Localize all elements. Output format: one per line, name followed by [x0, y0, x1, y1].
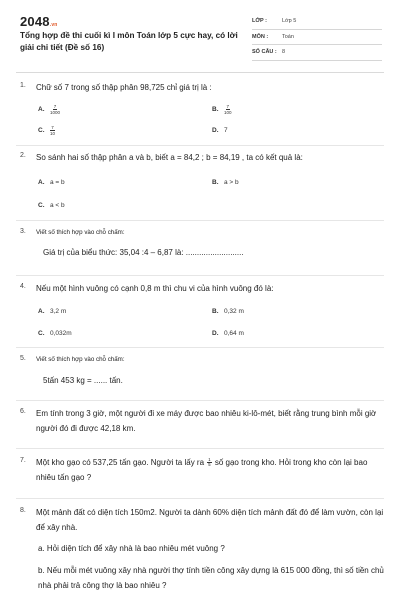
fraction-numerator: 7	[226, 104, 230, 109]
fraction-numerator: 7	[51, 125, 54, 130]
option-4c[interactable]	[38, 330, 72, 337]
option-value: 3,2 m	[50, 308, 67, 315]
question-number: 1.	[20, 82, 26, 89]
meta-label: SỐ CÂU :	[252, 49, 277, 56]
question-separator	[16, 220, 384, 221]
header-divider	[16, 72, 384, 73]
meta-value: Toán	[282, 33, 294, 40]
meta-row-count	[252, 45, 382, 61]
logo-text: 2048	[20, 14, 50, 29]
option-letter: B.	[212, 308, 219, 315]
option-letter: C.	[38, 202, 45, 209]
option-letter: C.	[38, 330, 45, 337]
option-1b[interactable]	[212, 104, 232, 115]
meta-row-class	[252, 14, 382, 30]
question-text: Chữ số 7 trong số thập phân 98,725 chỉ giá trị là :	[36, 83, 212, 92]
question-number: 6.	[20, 408, 26, 415]
question-separator	[16, 498, 384, 499]
question-text: So sánh hai số thập phân a và b, biết a = 84,2 ; b = 84,19 , ta có kết quả là:	[36, 153, 303, 162]
question-number: 7.	[20, 457, 26, 464]
fraction-denominator: 10	[50, 131, 56, 136]
question-text: Viết số thích hợp vào chỗ chấm:	[36, 356, 125, 363]
question-prompt: Giá trị của biểu thức: 35,04 :4 – 6,87 là: ..........................	[43, 248, 244, 257]
meta-label: MÔN :	[252, 33, 269, 40]
meta-value: 8	[282, 49, 286, 56]
option-value: a < b	[50, 202, 65, 209]
option-4b[interactable]	[212, 308, 244, 315]
question-number: 4.	[20, 283, 26, 290]
question-text: Viết số thích hợp vào chỗ chấm:	[36, 229, 125, 236]
option-letter: B.	[212, 179, 219, 186]
fraction-denominator: 1000	[50, 110, 61, 115]
option-1d[interactable]	[212, 127, 228, 134]
option-1a[interactable]	[38, 104, 60, 115]
document-title: Tổng hợp đề thi cuối kì I môn Toán lớp 5 cực hay, có lời giải chi tiết (Đề số 16)	[20, 31, 238, 52]
question-prompt: 5tấn 453 kg = ...... tấn.	[43, 376, 123, 385]
question-separator	[16, 400, 384, 401]
question-separator	[16, 145, 384, 146]
question-separator	[16, 347, 384, 348]
fraction-numerator: 1	[208, 456, 211, 462]
option-2a[interactable]	[38, 179, 65, 186]
meta-box	[252, 14, 382, 61]
option-letter: A.	[38, 179, 45, 186]
question-separator	[16, 275, 384, 276]
fraction	[50, 104, 60, 115]
question-text: Nếu một hình vuông có cạnh 0,8 m thì chu vi của hình vuông đó là:	[36, 284, 274, 293]
question-text-part: số gạo trong kho. Hỏi trong kho còn lại bao nhiêu tấn gạo ?	[36, 458, 368, 482]
question-number: 8.	[20, 507, 26, 514]
option-letter: D.	[212, 127, 219, 134]
fraction	[50, 125, 55, 136]
option-letter: D.	[212, 330, 219, 337]
option-2c[interactable]	[38, 202, 65, 209]
option-value: a = b	[50, 179, 65, 186]
option-value: 0,32 m	[224, 308, 244, 315]
option-letter: C.	[38, 127, 45, 134]
question-text	[36, 456, 386, 485]
page-header	[0, 0, 400, 64]
option-4d[interactable]	[212, 330, 244, 337]
option-1c[interactable]	[38, 125, 55, 136]
option-value: 0,032m	[50, 330, 72, 337]
fraction-denominator: 5	[208, 462, 211, 468]
question-part-b: b. Nếu mỗi mét vuông xây nhà người thợ tính tiền công xây dựng là 615 000 đồng, thì số tiền chủ nhà phải trả công thợ là bao nhiêu ?	[38, 566, 384, 590]
option-value: 0,64 m	[224, 330, 244, 337]
option-value: 7	[224, 127, 228, 134]
question-number: 2.	[20, 152, 26, 159]
meta-value: Lớp 5	[282, 18, 297, 25]
option-letter: B.	[212, 106, 219, 113]
question-separator	[16, 448, 384, 449]
option-2b[interactable]	[212, 179, 239, 186]
site-logo[interactable]	[20, 14, 58, 29]
question-text: Em tính trong 3 giờ, một người đi xe máy được bao nhiêu ki-lô-mét, biết rằng trung bình mỗi giờ người đó đi được 42,18 km.	[36, 409, 377, 433]
question-number: 3.	[20, 228, 26, 235]
fraction	[207, 458, 211, 468]
question-part-a: a. Hỏi diện tích để xây nhà là bao nhiêu mét vuông ?	[38, 544, 225, 553]
fraction-denominator: 100	[224, 110, 232, 115]
question-number: 5.	[20, 355, 26, 362]
option-value: a > b	[224, 179, 239, 186]
logo-suffix: .vn	[49, 22, 58, 28]
meta-row-subject	[252, 30, 382, 46]
fraction	[224, 104, 232, 115]
option-letter: A.	[38, 308, 45, 315]
question-text: Một mảnh đất có diện tích 150m2. Người ta dành 60% diện tích mảnh đất đó để làm vườn, còn lại để xây nhà.	[36, 508, 384, 532]
question-text-part: Một kho gạo có 537,25 tấn gạo. Người ta lấy ra	[36, 458, 205, 467]
fraction-numerator: 7	[53, 104, 57, 109]
option-4a[interactable]	[38, 308, 66, 315]
meta-label: LỚP :	[252, 18, 267, 25]
option-letter: A.	[38, 106, 45, 113]
